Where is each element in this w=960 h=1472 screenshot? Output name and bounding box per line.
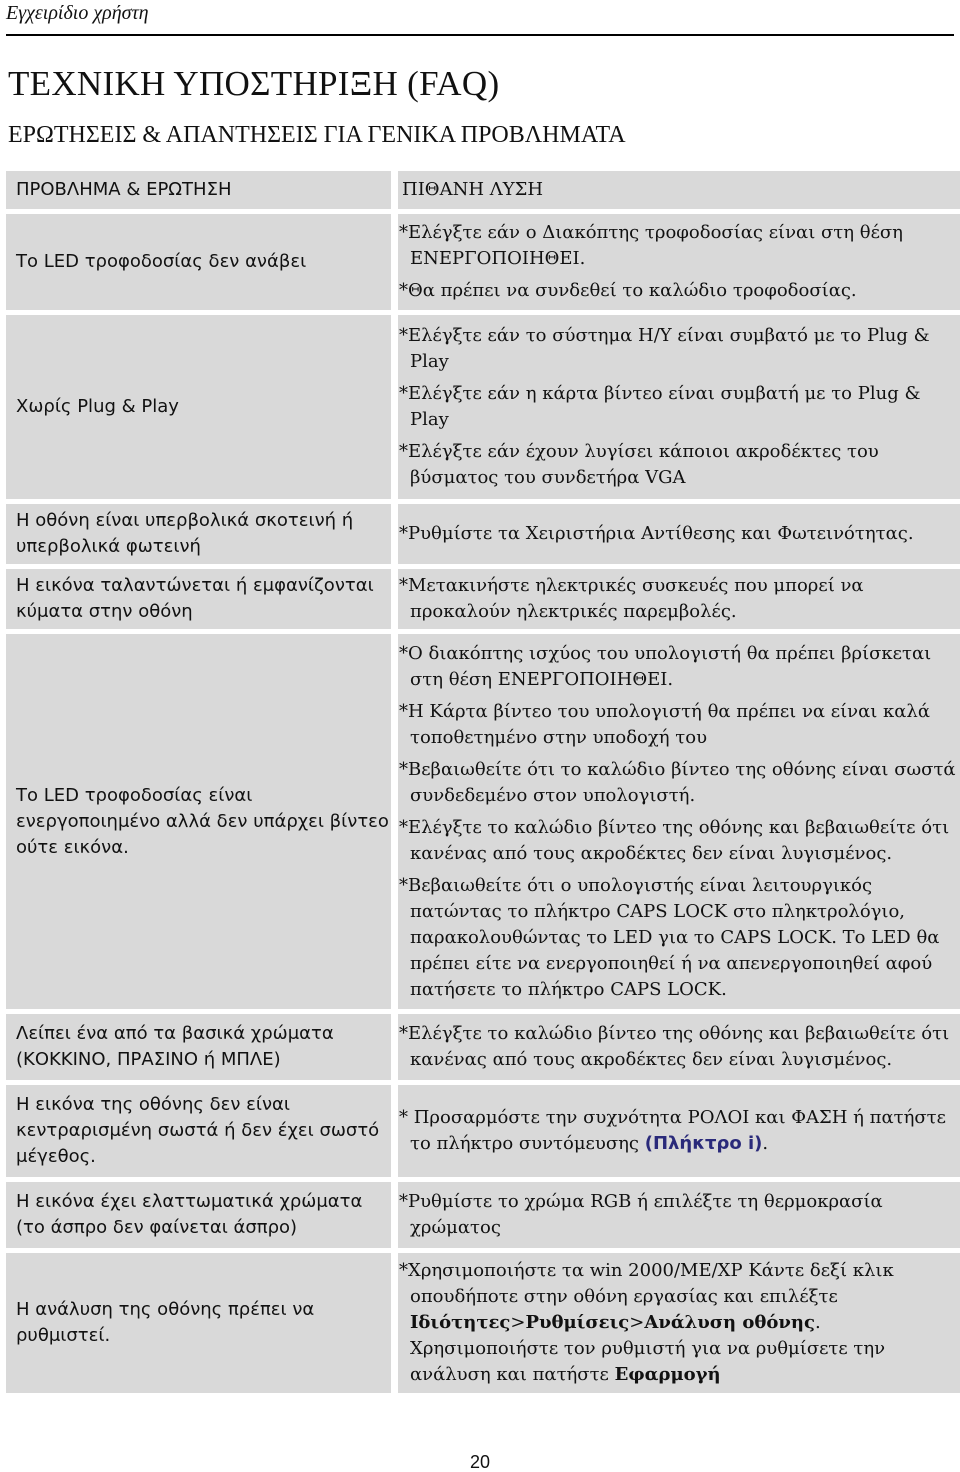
table-row	[6, 214, 960, 310]
solution-cell	[398, 1014, 960, 1080]
problem-cell: Το LED τροφοδοσίας είναι ενεργοποιημένο αλλά δεν υπάρχει βίντεο ούτε εικόνα.	[6, 634, 398, 1009]
menu-path-separator: >	[510, 1312, 526, 1333]
solution-cell	[398, 214, 960, 310]
solution-cell	[398, 1085, 960, 1177]
solution-line: *Ελέγξτε το καλώδιο βίντεο της οθόνης και βεβαιωθείτε ότι κανένας από τους ακροδέκτες δεν είναι λυγισμένος.	[399, 1023, 950, 1070]
solution-line: *Ο διακόπτης ισχύος του υπολογιστή θα πρέπει βρίσκεται στη θέση ΕΝΕΡΓΟΠΟΙΗΘΕΙ.	[399, 642, 932, 690]
solution-line: *Βεβαιωθείτε ότι το καλώδιο βίντεο της οθόνης είναι σωστά συνδεδεμένο στον υπολογιστή.	[399, 758, 956, 806]
solution-text-end: .	[762, 1133, 769, 1154]
solution-line: *Ρυθμίστε τα Χειριστήρια Αντίθεσης και Φωτεινότητας.	[399, 523, 914, 544]
solution-line	[398, 1336, 960, 1388]
menu-path-end: .	[814, 1312, 821, 1333]
solution-text: *Χρησιμοποιήστε τα win 2000/ME/XP Κάντε δεξί κλικ οπουδήποτε στην οθόνη εργασίας και επιλέξτε	[399, 1260, 894, 1307]
column-header-solution	[398, 171, 960, 209]
problem-cell: Λείπει ένα από τα βασικά χρώματα (ΚΟΚΚΙΝΟ, ΠΡΑΣΙΝΟ ή ΜΠΛΕ)	[6, 1014, 398, 1080]
solution-line: *Ελέγξτε εάν το σύστημα Η/Υ είναι συμβατό με το Plug & Play	[399, 325, 930, 372]
table-row	[6, 504, 960, 564]
table-row	[6, 1253, 960, 1393]
solution-line	[398, 1105, 960, 1157]
solution-line	[398, 1258, 960, 1336]
column-header-solution-label: ΠΙΘΑΝΗ ΛΥΣΗ	[402, 179, 544, 200]
solution-line: *Ελέγξτε εάν ο Διακόπτης τροφοδοσίας είναι στη θέση ΕΝΕΡΓΟΠΟΙΗΘΕΙ.	[399, 222, 903, 269]
problem-cell: Η εικόνα της οθόνης δεν είναι κεντραρισμένη σωστά ή δεν έχει σωστό μέγεθος.	[6, 1085, 398, 1177]
problem-cell: Η εικόνα ταλαντώνεται ή εμφανίζονται κύματα στην οθόνη	[6, 569, 398, 629]
solution-line: *Ελέγξτε το καλώδιο βίντεο της οθόνης και βεβαιωθείτε ότι κανένας από τους ακροδέκτες δεν είναι λυγισμένος.	[399, 816, 950, 864]
column-header-problem: ΠΡΟΒΛΗΜΑ & ΕΡΩΤΗΣΗ	[6, 171, 398, 209]
solution-line: *Ελέγξτε εάν η κάρτα βίντεο είναι συμβατή με το Plug & Play	[399, 383, 921, 430]
problem-cell: Η ανάλυση της οθόνης πρέπει να ρυθμιστεί.	[6, 1253, 398, 1393]
faq-table	[6, 166, 960, 1398]
table-row	[6, 1182, 960, 1248]
solution-line: *Ρυθμίστε το χρώμα RGB ή επιλέξτε τη θερμοκρασία χρώματος	[399, 1191, 883, 1238]
solution-cell	[398, 569, 960, 629]
problem-cell: Το LED τροφοδοσίας δεν ανάβει	[6, 214, 398, 310]
solution-line: *Ελέγξτε εάν έχουν λυγίσει κάποιοι ακροδέκτες του βύσματος του συνδετήρα VGA	[399, 441, 879, 488]
menu-path-settings: Ρυθμίσεις	[525, 1312, 630, 1333]
solution-cell	[398, 1182, 960, 1248]
solution-line: *Η Κάρτα βίντεο του υπολογιστή θα πρέπει να είναι καλά τοποθετημένο στην υποδοχή του	[399, 700, 930, 748]
table-row	[6, 634, 960, 1009]
menu-path-resolution: Ανάλυση οθόνης	[644, 1312, 815, 1333]
solution-cell	[398, 315, 960, 499]
page-number: 20	[469, 1452, 491, 1472]
solution-text: * Προσαρμόστε την συχνότητα ΡΟΛΟΙ και ΦΑΣΗ ή πατήστε το πλήκτρο συντόμευσης	[399, 1107, 946, 1154]
solution-cell	[398, 504, 960, 564]
table-row	[6, 569, 960, 629]
menu-path-properties: Ιδιότητες	[410, 1312, 511, 1333]
manual-title: Εγχειρίδιο χρήστη	[6, 2, 149, 24]
problem-cell: Χωρίς Plug & Play	[6, 315, 398, 499]
page-title: ΤΕΧΝΙΚΗ ΥΠΟΣΤΗΡΙΞΗ (FAQ)	[8, 64, 500, 103]
solution-line: *Θα πρέπει να συνδεθεί το καλώδιο τροφοδοσίας.	[399, 280, 857, 301]
menu-path-separator: >	[629, 1312, 645, 1333]
problem-cell: Η οθόνη είναι υπερβολικά σκοτεινή ή υπερβολικά φωτεινή	[6, 504, 398, 564]
table-row	[6, 1085, 960, 1177]
table-header-row	[6, 171, 960, 209]
shortcut-key-label: (Πλήκτρο i)	[644, 1133, 763, 1154]
table-row	[6, 315, 960, 499]
table-row	[6, 1014, 960, 1080]
solution-line: *Βεβαιωθείτε ότι ο υπολογιστής είναι λειτουργικός πατώντας το πλήκτρο CAPS LOCK στο πληκτρολόγιο, παρακολουθώντας το LED για το CAPS LOCK. Το LED θα πρέπει είτε να ενεργοποιηθεί ή να απενεργοποιηθεί αφού πατήσετε το πλήκτρο CAPS LOCK.	[399, 874, 940, 1000]
solution-cell	[398, 634, 960, 1009]
apply-label: Εφαρμογή	[614, 1364, 721, 1385]
problem-cell: Η εικόνα έχει ελαττωματικά χρώματα (το άσπρο δεν φαίνεται άσπρο)	[6, 1182, 398, 1248]
solution-cell	[398, 1253, 960, 1393]
page-header	[6, 0, 954, 36]
solution-line: *Μετακινήστε ηλεκτρικές συσκευές που μπορεί να προκαλούν ηλεκτρικές παρεμβολές.	[399, 575, 864, 622]
section-subtitle: ΕΡΩΤΗΣΕΙΣ & ΑΠΑΝΤΗΣΕΙΣ ΓΙΑ ΓΕΝΙΚΑ ΠΡΟΒΛΗΜΑΤΑ	[8, 122, 626, 148]
solution-text: Χρησιμοποιήστε τον ρυθμιστή για να ρυθμίσετε την ανάλυση και πατήστε	[410, 1338, 886, 1385]
